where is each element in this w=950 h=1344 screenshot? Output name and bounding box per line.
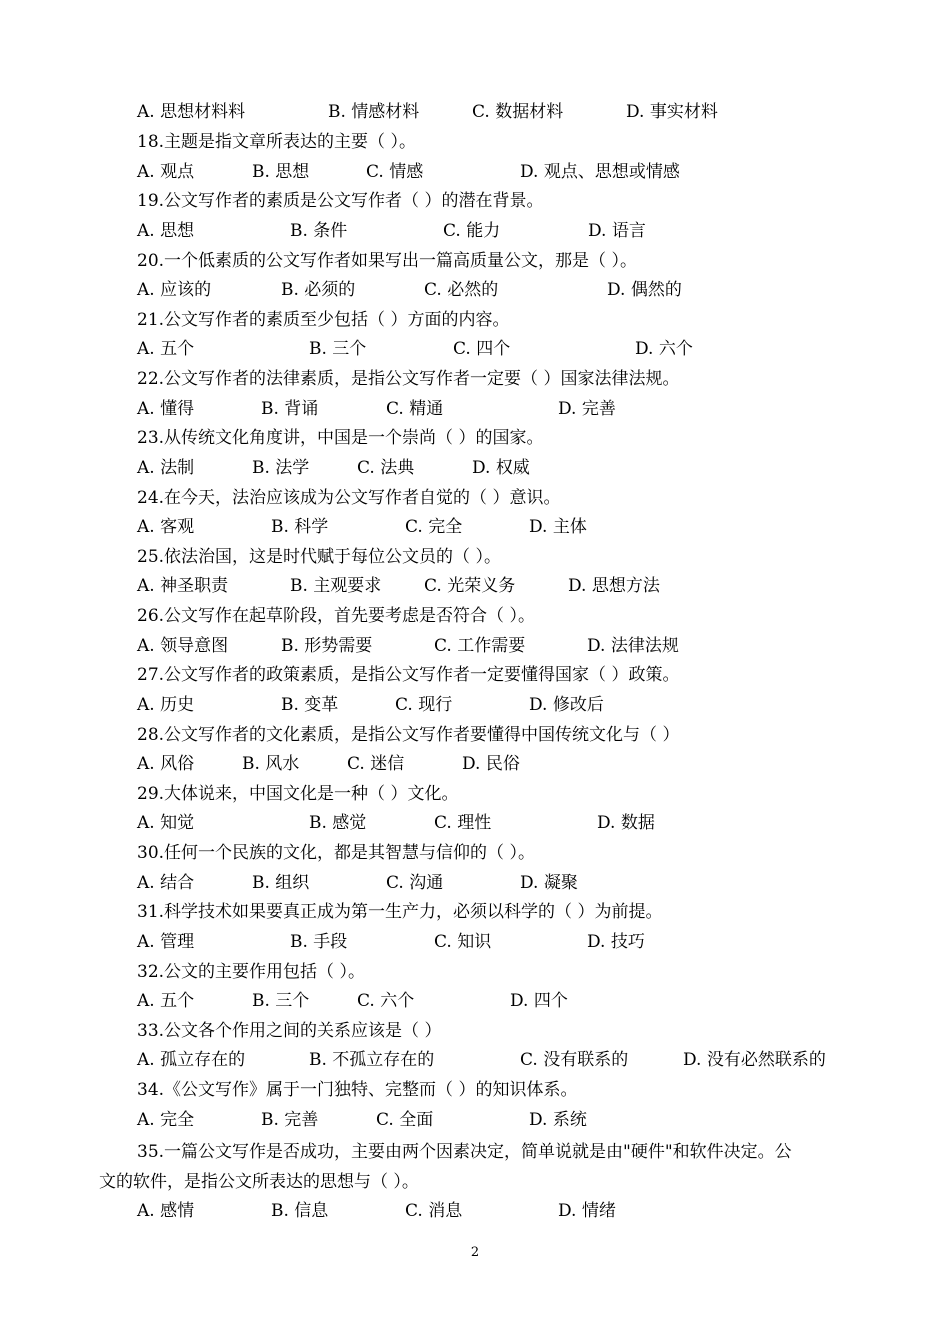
- option-b: B. 风水: [242, 754, 300, 774]
- question-text: 22.公文写作者的法律素质，是指公文写作者一定要（ ）国家法律法规。: [137, 369, 680, 389]
- option-c: C. 全面: [376, 1110, 434, 1130]
- question-33: [0, 1016, 950, 1046]
- question-35-options: [0, 1196, 950, 1226]
- question-text: 33.公文各个作用之间的关系应该是（ ）: [137, 1021, 442, 1041]
- page-number: 2: [470, 1245, 480, 1260]
- question-text: 21.公文写作者的素质至少包括（ ）方面的内容。: [137, 310, 510, 330]
- option-a: A. 观点: [137, 162, 195, 182]
- option-a: A. 孤立存在的: [137, 1050, 246, 1070]
- option-d: D. 民俗: [462, 754, 520, 774]
- option-a: A. 五个: [137, 991, 195, 1011]
- option-c: C. 精通: [386, 399, 444, 419]
- question-24: [0, 483, 950, 513]
- option-c: C. 六个: [357, 991, 415, 1011]
- option-c: C. 现行: [395, 695, 453, 715]
- option-b: B. 信息: [271, 1201, 329, 1221]
- option-b: B. 形势需要: [281, 636, 373, 656]
- option-d: D. 主体: [529, 517, 587, 537]
- question-text: 29.大体说来，中国文化是一种（ ）文化。: [137, 784, 459, 804]
- option-d: D. 六个: [635, 339, 693, 359]
- option-a: A. 法制: [137, 458, 195, 478]
- option-a: A. 客观: [137, 517, 195, 537]
- option-d: D. 修改后: [529, 695, 604, 715]
- option-b: B. 思想: [252, 162, 310, 182]
- question-35-continuation: [0, 1167, 950, 1197]
- question-34: [0, 1075, 950, 1105]
- option-a: A. 思想材料料: [137, 102, 246, 122]
- question-19-options: [0, 216, 950, 246]
- option-c: C. 四个: [453, 339, 511, 359]
- option-c: C. 消息: [405, 1201, 463, 1221]
- option-c: C. 情感: [366, 162, 424, 182]
- option-c: C. 光荣义务: [424, 576, 516, 596]
- option-a: A. 结合: [137, 873, 195, 893]
- option-b: B. 科学: [271, 517, 329, 537]
- option-c: C. 知识: [434, 932, 492, 952]
- option-d: D. 没有必然联系的: [683, 1050, 826, 1070]
- question-24-options: [0, 512, 950, 542]
- question-32-options: [0, 986, 950, 1016]
- option-a: A. 风俗: [137, 754, 195, 774]
- option-a: A. 应该的: [137, 280, 212, 300]
- option-c: C. 能力: [443, 221, 501, 241]
- question-30: [0, 838, 950, 868]
- option-b: B. 变革: [281, 695, 339, 715]
- question-25-options: [0, 571, 950, 601]
- option-d: D. 完善: [558, 399, 616, 419]
- question-text: 23.从传统文化角度讲，中国是一个崇尚（ ）的国家。: [137, 428, 544, 448]
- question-20-options: [0, 275, 950, 305]
- question-31-options: [0, 927, 950, 957]
- question-26: [0, 601, 950, 631]
- option-a: A. 知觉: [137, 813, 195, 833]
- option-b: B. 必须的: [281, 280, 356, 300]
- option-b: B. 主观要求: [290, 576, 382, 596]
- question-21: [0, 305, 950, 335]
- question-23-options: [0, 453, 950, 483]
- question-25: [0, 542, 950, 572]
- q17-options: [0, 97, 950, 127]
- option-a: A. 五个: [137, 339, 195, 359]
- question-20: [0, 246, 950, 276]
- option-c: C. 工作需要: [434, 636, 526, 656]
- option-d: D. 技巧: [587, 932, 645, 952]
- question-28: [0, 720, 950, 750]
- question-33-options: [0, 1045, 950, 1075]
- option-d: D. 数据: [597, 813, 655, 833]
- question-30-options: [0, 868, 950, 898]
- option-a: A. 完全: [137, 1110, 195, 1130]
- question-text: 18.主题是指文章所表达的主要（ ）。: [137, 132, 416, 152]
- option-d: D. 四个: [510, 991, 568, 1011]
- question-text: 24.在今天，法治应该成为公文写作者自觉的（ ）意识。: [137, 488, 561, 508]
- option-d: D. 凝聚: [520, 873, 578, 893]
- option-b: B. 背诵: [261, 399, 319, 419]
- question-19: [0, 186, 950, 216]
- option-d: D. 情绪: [558, 1201, 616, 1221]
- question-32: [0, 957, 950, 987]
- question-29: [0, 779, 950, 809]
- option-b: B. 不孤立存在的: [309, 1050, 435, 1070]
- question-27: [0, 660, 950, 690]
- option-d: D. 观点、思想或情感: [520, 162, 680, 182]
- option-d: D. 法律法规: [587, 636, 679, 656]
- option-c: C. 理性: [434, 813, 492, 833]
- question-text: 31.科学技术如果要真正成为第一生产力，必须以科学的（ ）为前提。: [137, 902, 663, 922]
- question-26-options: [0, 631, 950, 661]
- option-d: D. 偶然的: [607, 280, 682, 300]
- question-23: [0, 423, 950, 453]
- option-c: C. 没有联系的: [520, 1050, 629, 1070]
- question-text: 34.《公文写作》属于一门独特、完整而（ ）的知识体系。: [137, 1080, 578, 1100]
- option-b: B. 条件: [290, 221, 348, 241]
- question-21-options: [0, 334, 950, 364]
- option-a: A. 领导意图: [137, 636, 229, 656]
- option-b: B. 组织: [252, 873, 310, 893]
- option-c: C. 完全: [405, 517, 463, 537]
- option-d: D. 语言: [588, 221, 646, 241]
- option-c: C. 迷信: [347, 754, 405, 774]
- question-text: 30.任何一个民族的文化，都是其智慧与信仰的（ ）。: [137, 843, 535, 863]
- question-31: [0, 897, 950, 927]
- question-text: 20.一个低素质的公文写作者如果写出一篇高质量公文，那是（ ）。: [137, 251, 637, 271]
- option-b: B. 感觉: [309, 813, 367, 833]
- option-d: D. 权威: [472, 458, 530, 478]
- option-c: C. 沟通: [386, 873, 444, 893]
- option-a: A. 神圣职责: [137, 576, 229, 596]
- question-35: [0, 1137, 950, 1167]
- option-d: D. 事实材料: [626, 102, 718, 122]
- option-a: A. 感情: [137, 1201, 195, 1221]
- question-18: [0, 127, 950, 157]
- option-a: A. 思想: [137, 221, 195, 241]
- question-text: 19.公文写作者的素质是公文写作者（ ）的潜在背景。: [137, 191, 544, 211]
- question-text: 26.公文写作在起草阶段，首先要考虑是否符合（ ）。: [137, 606, 535, 626]
- option-a: A. 懂得: [137, 399, 195, 419]
- question-34-options: [0, 1105, 950, 1135]
- question-29-options: [0, 808, 950, 838]
- question-text: 25.依法治国，这是时代赋于每位公文员的（ ）。: [137, 547, 501, 567]
- question-text-line-2: 文的软件，是指公文所表达的思想与（ ）。: [99, 1172, 419, 1192]
- question-text: 32.公文的主要作用包括（ ）。: [137, 962, 365, 982]
- question-text: 27.公文写作者的政策素质，是指公文写作者一定要懂得国家（ ）政策。: [137, 665, 680, 685]
- option-c: C. 法典: [357, 458, 415, 478]
- option-b: B. 手段: [290, 932, 348, 952]
- option-d: D. 思想方法: [568, 576, 660, 596]
- option-c: C. 必然的: [424, 280, 499, 300]
- option-b: B. 完善: [261, 1110, 319, 1130]
- option-a: A. 管理: [137, 932, 195, 952]
- option-b: B. 三个: [309, 339, 367, 359]
- option-c: C. 数据材料: [472, 102, 564, 122]
- option-a: A. 历史: [137, 695, 195, 715]
- question-18-options: [0, 157, 950, 187]
- question-27-options: [0, 690, 950, 720]
- question-text-line-1: 35.一篇公文写作是否成功，主要由两个因素决定，简单说就是由"硬件"和软件决定。公: [137, 1142, 792, 1162]
- option-b: B. 三个: [252, 991, 310, 1011]
- option-b: B. 法学: [252, 458, 310, 478]
- option-b: B. 情感材料: [328, 102, 420, 122]
- question-28-options: [0, 749, 950, 779]
- question-22: [0, 364, 950, 394]
- question-22-options: [0, 394, 950, 424]
- question-text: 28.公文写作者的文化素质，是指公文写作者要懂得中国传统文化与（ ）: [137, 725, 680, 745]
- option-d: D. 系统: [529, 1110, 587, 1130]
